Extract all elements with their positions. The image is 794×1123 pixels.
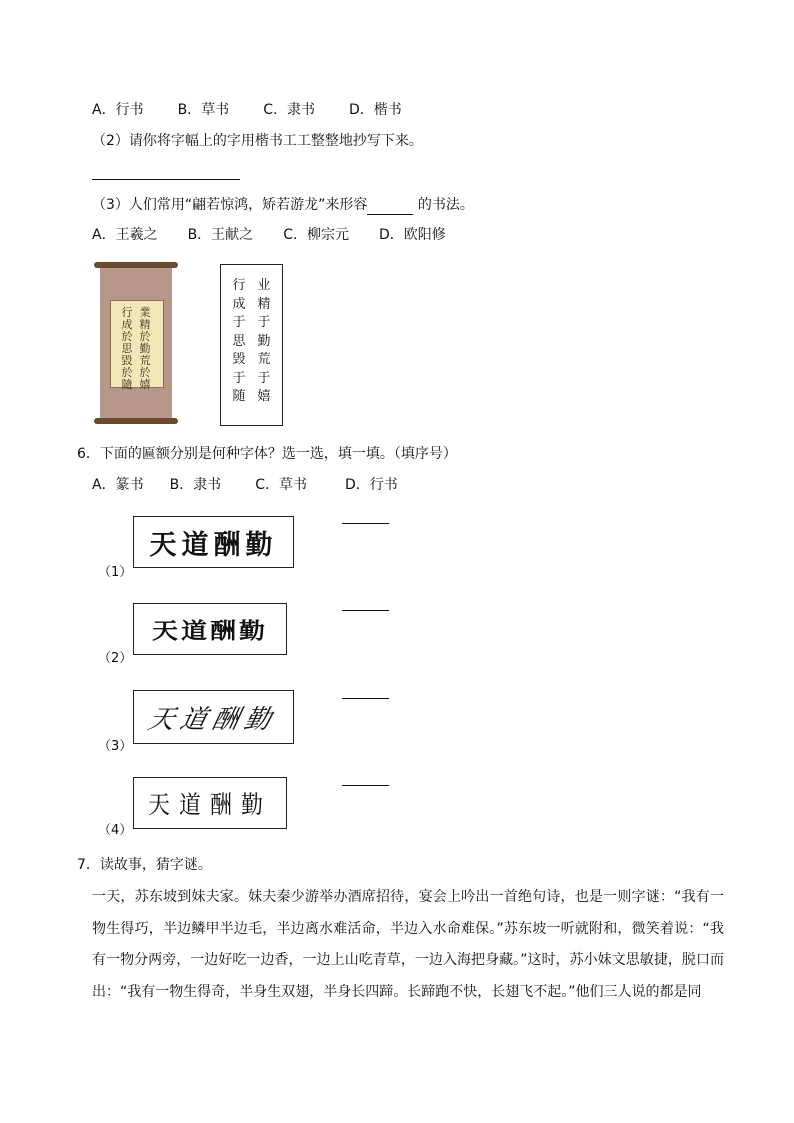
transcription-column-right: 业精于勤荒于嬉: [257, 278, 271, 404]
q5-option-b: B．草书: [177, 102, 230, 118]
plaque-1-regular-script: [133, 516, 294, 568]
q6-options: [92, 475, 432, 495]
plaque-3-cursive-script: [133, 690, 294, 744]
q5-part3: [92, 195, 474, 215]
scroll-bottom-rod: [94, 418, 178, 424]
q5-part3-blank[interactable]: [367, 199, 413, 215]
q5-part2: （2）请你将字幅上的字用楷书工工整整地抄写下来。: [92, 133, 423, 149]
q6-option-b: B．隶书: [169, 477, 222, 493]
q7-title: 7．读故事，猜字谜。: [77, 857, 212, 873]
scroll-column-left: 行成於思毀於隨: [121, 306, 133, 391]
plaque-2-text: 天道酬勤: [151, 618, 268, 644]
q5-option-a: A．行书: [92, 102, 144, 118]
q5-options-3: [92, 225, 480, 245]
q5-option3-b: B．王献之: [187, 227, 254, 243]
plaque-2-label: （2）: [98, 651, 133, 666]
plaque-1-answer-line[interactable]: [342, 523, 389, 524]
scroll-paper: [110, 300, 164, 391]
q5-option-d: D．楷书: [348, 102, 402, 118]
q5-option-c: C．隶书: [263, 102, 315, 118]
q6-option-c: C．草书: [255, 477, 307, 493]
plaque-4-answer-line[interactable]: [342, 785, 389, 786]
plaque-4-label: （4）: [98, 823, 133, 838]
q5-option3-d: D．欧阳修: [378, 227, 446, 243]
q6-option-d: D．行书: [344, 477, 398, 493]
q5-part3-text-after: 的书法。: [413, 197, 474, 213]
plaque-3-answer-line[interactable]: [342, 698, 389, 699]
q7-story-paragraph: 一天，苏东坡到妹夫家。妹夫秦少游举办酒席招待，宴会上吟出一首绝句诗，也是一则字谜：“我有一物生得巧，半边鳞甲半边毛，半边离水难活命，半边入水命难保。”苏东坡一听就附和，微笑着说：“我有一物分两旁，一边好吃一边香，一边上山吃青草，一边入海把身藏。”这时，苏小妹文思敏捷，脱口而出：“我有一物生得奇，半身生双翅，半身长四蹄。长蹄跑不快，长翅飞不起。”他们三人说的都是同: [92, 889, 724, 1000]
scroll-top-rod: [94, 262, 178, 268]
plaque-3-text: 天道酬勤: [145, 704, 281, 735]
transcription-box: [220, 264, 283, 426]
plaque-2-clerical-script: [133, 603, 287, 655]
transcription-column-left: 行成于思毁于随: [232, 278, 246, 404]
q6-title: 6．下面的匾额分别是何种字体？选一选，填一填。（填序号）: [77, 446, 457, 462]
q5-options-1: [92, 100, 436, 120]
q5-option3-a: A．王羲之: [92, 227, 158, 243]
calligraphy-scroll-image: [96, 262, 176, 424]
plaque-1-text: 天道酬勤: [149, 529, 278, 561]
plaque-1-label: （1）: [98, 565, 133, 580]
plaque-4-seal-script: [133, 777, 287, 829]
q5-part2-answer-line[interactable]: [92, 179, 240, 180]
q5-part3-text: （3）人们常用“翩若惊鸿，矫若游龙”来形容: [92, 197, 368, 213]
plaque-4-text: 天道酬勤: [147, 791, 272, 819]
plaque-3-label: （3）: [98, 739, 133, 754]
q5-option3-c: C．柳宗元: [283, 227, 349, 243]
scroll-column-right: 業精於勤荒於嬉: [139, 306, 151, 391]
q6-option-a: A．篆书: [92, 477, 144, 493]
plaque-2-answer-line[interactable]: [342, 610, 389, 611]
